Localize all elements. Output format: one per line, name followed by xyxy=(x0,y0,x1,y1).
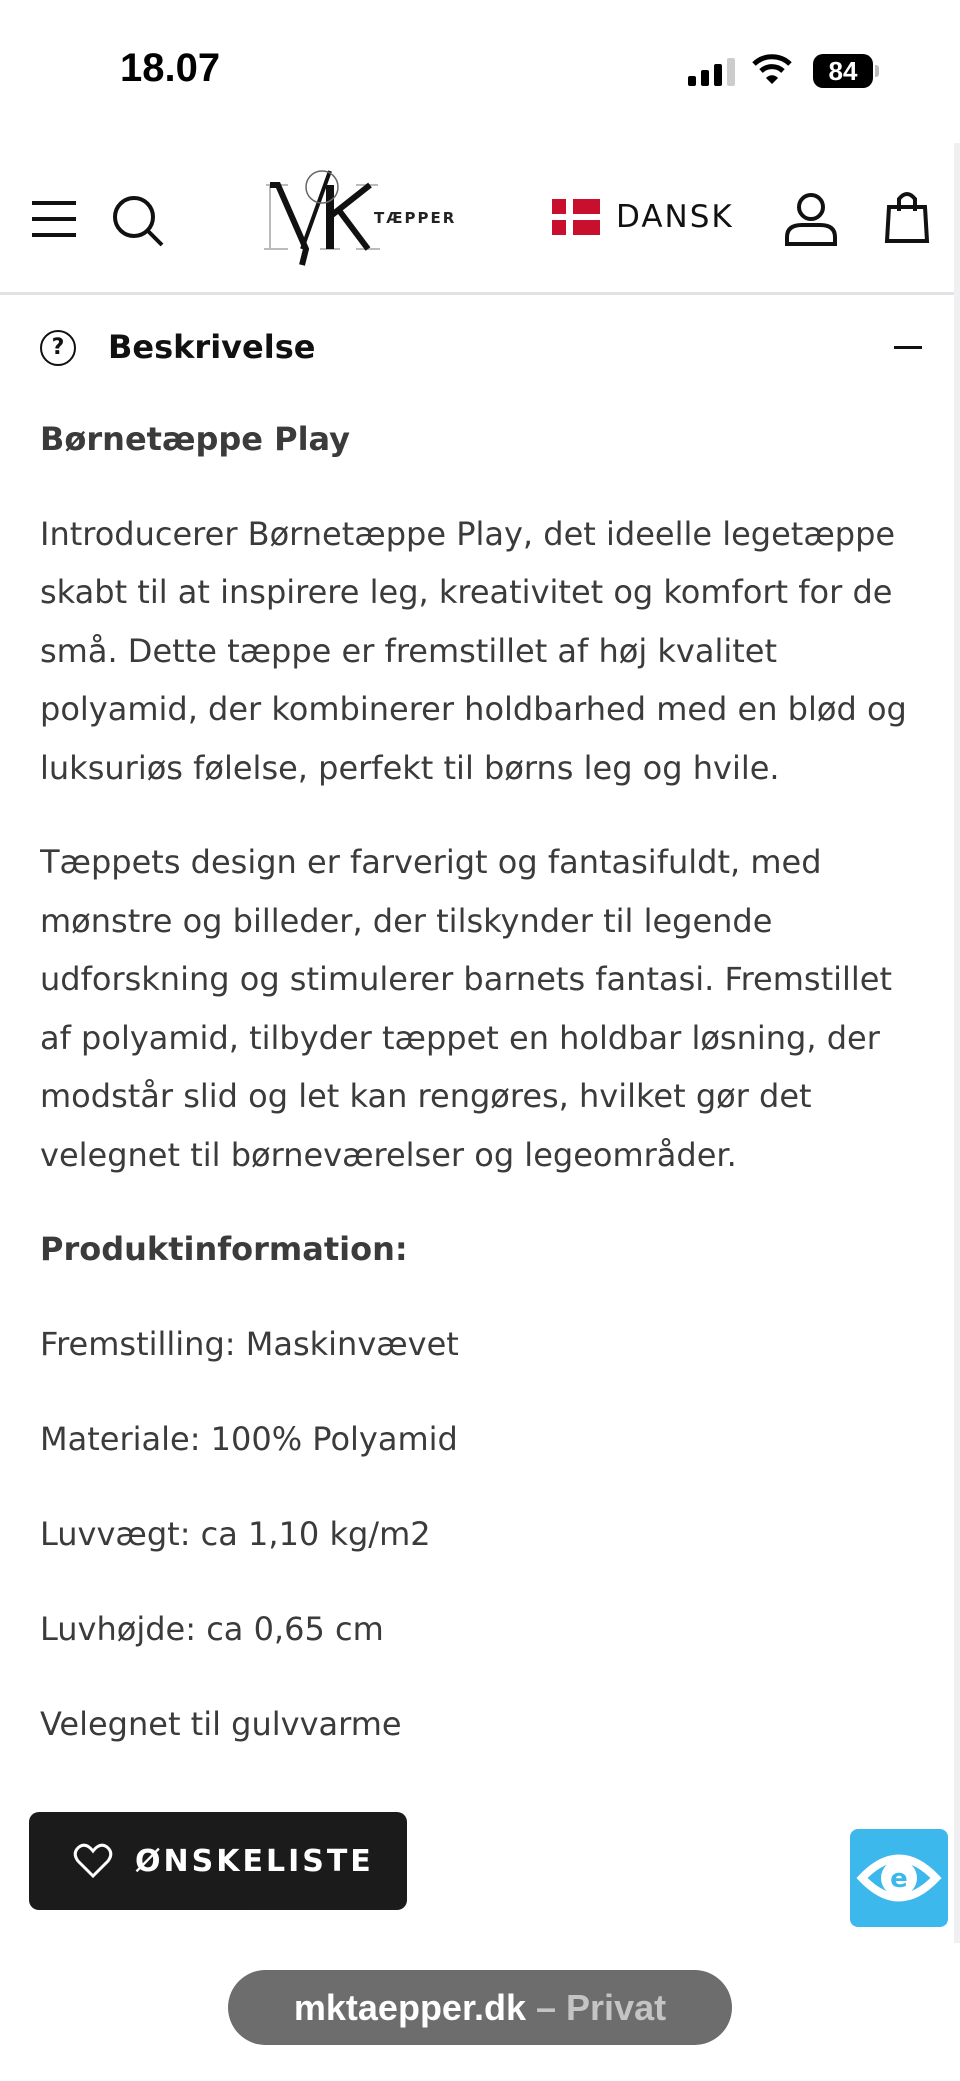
svg-text:e: e xyxy=(890,1864,908,1894)
accessibility-eye-button[interactable] xyxy=(850,1829,948,1927)
signal-icon xyxy=(688,58,735,86)
description-paragraph: Tæppets design er farverigt og fantasifuldt, med mønstre og billeder, der tilskynder til legende udforskning og stimulerer barnets fantasi. Fremstillet af polyamid, tilbyder tæppet en holdbar løsning, der modstår slid og let kan rengøres, hvilket gør det velegnet til børneværelser og legeområder. xyxy=(40,843,893,1174)
accordion-description-header[interactable] xyxy=(0,298,954,398)
battery-indicator: 84 xyxy=(813,54,873,88)
wifi-icon xyxy=(752,52,792,86)
product-info-heading: Produktinformation: xyxy=(40,1230,408,1268)
clock: 18.07 xyxy=(120,46,221,90)
wishlist-button[interactable] xyxy=(29,1812,407,1910)
account-icon[interactable] xyxy=(784,191,838,247)
scroll-edge xyxy=(954,143,960,1943)
accordion-title: Beskrivelse xyxy=(108,328,316,366)
browser-address-bar[interactable] xyxy=(228,1970,732,2045)
search-icon[interactable] xyxy=(110,193,166,249)
wishlist-label: ØNSKELISTE xyxy=(135,1843,374,1879)
eye-icon xyxy=(850,1829,948,1927)
language-selector[interactable] xyxy=(552,199,734,235)
status-bar xyxy=(0,0,960,140)
heart-icon xyxy=(73,1843,113,1879)
spec-item: Fremstilling: Maskinvævet xyxy=(40,1324,459,1363)
spec-item: Velegnet til gulvvarme xyxy=(40,1704,402,1743)
cart-icon[interactable] xyxy=(884,189,930,245)
menu-icon[interactable] xyxy=(30,199,78,239)
language-label: DANSK xyxy=(616,199,734,235)
private-mode-label: – Privat xyxy=(536,1987,667,2028)
question-icon: ? xyxy=(40,330,76,366)
site-logo[interactable] xyxy=(258,165,458,275)
collapse-icon[interactable] xyxy=(894,346,922,349)
site-header xyxy=(0,143,954,295)
product-title: Børnetæppe Play xyxy=(40,420,351,458)
url-domain: mktaepper.dk xyxy=(293,1987,526,2028)
logo-subtitle: TÆPPER xyxy=(374,209,457,227)
description-content xyxy=(40,410,920,1938)
description-paragraph: Introducerer Børnetæppe Play, det ideelle legetæppe skabt til at inspirere leg, kreativitet og komfort for de små. Dette tæppe er fremstillet af høj kvalitet polyamid, der kombinerer holdbarhed med en blød og luksuriøs følelse, perfekt til børns leg og hvile. xyxy=(40,514,907,787)
spec-item: Luvhøjde: ca 0,65 cm xyxy=(40,1609,384,1648)
spec-item: Luvvægt: ca 1,10 kg/m2 xyxy=(40,1514,431,1553)
denmark-flag-icon xyxy=(552,199,600,235)
spec-item: Materiale: 100% Polyamid xyxy=(40,1419,458,1458)
